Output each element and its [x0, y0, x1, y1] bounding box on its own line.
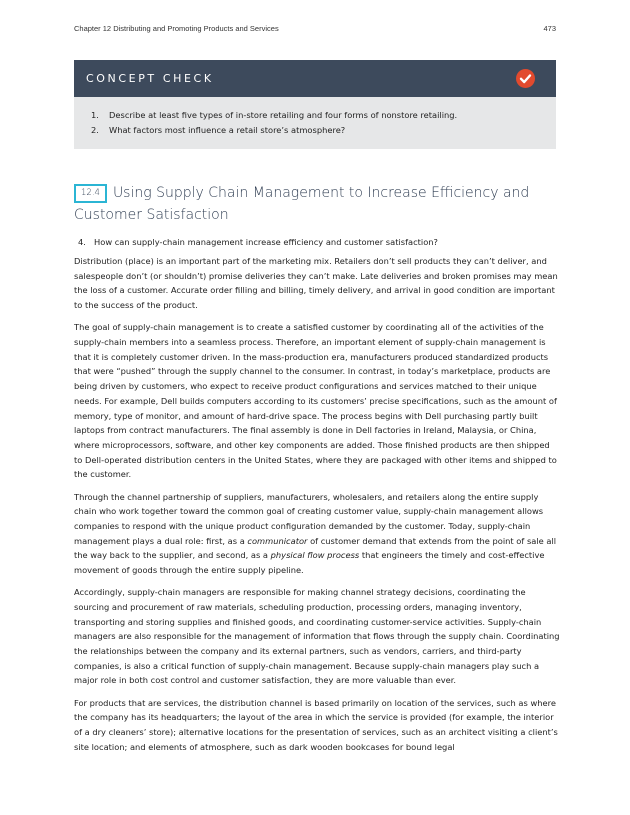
paragraph: For products that are services, the distribution channel is based primarily on location of the services, such as where the company has its headquarters; the layout of the area in which the service is provided (for example, the interior of a dry cleaners’ store); alternative locations for the presentation of services, such as an architect visiting a client’s site location; and elements of atmosphere, such as dark wooden bookcases for bound legal [74, 697, 558, 752]
running-header [74, 24, 556, 38]
page-number: 473 [543, 24, 556, 33]
concept-check-title: CONCEPT CHECK [86, 72, 214, 85]
section-title: Using Supply Chain Management to Increase Efficiency and Customer Satisfaction [74, 185, 530, 223]
paragraph-text: of customer demand that extends from the point of sale all the way back to the supplier, and second, as a [74, 535, 557, 561]
emphasis-text: communicator [247, 535, 308, 546]
paragraph: The goal of supply-chain management is to create a satisfied customer by coordinating all of the activities of the supply-chain members into a seamless process. Therefore, an important element of supply-chain management is that it is completely customer driven. In the mass-production era, manufacturers produced standardized products that were “pushed” through the supply channel to the consumer. In contrast, in today’s marketplace, products are being driven by customers, who expect to receive product configurations and services matched to their unique needs. For example, Dell builds computers according to its customers’ precise specifications, such as the amount of memory, type of monitor, and amount of hard-drive space. The process begins with Dell purchasing partly built laptops from contract manufacturers. The final assembly is done in Dell factories in Ireland, Malaysia, or China, where microprocessors, software, and other key components are added. Those finished products are then shipped to Dell-operated distribution centers in the United States, where they are packaged with other items and shipped to the customer. [74, 322, 557, 480]
body-text [74, 254, 560, 762]
question-number: 1. [91, 110, 99, 120]
concept-check-box [74, 60, 556, 149]
learning-objective [78, 237, 438, 247]
check-circle-icon [516, 69, 535, 88]
question-text: Describe at least five types of in-store retailing and four forms of nonstore retailing. [109, 110, 458, 120]
section-heading [74, 182, 556, 226]
objective-number: 4. [78, 237, 86, 247]
paragraph: Accordingly, supply-chain managers are responsible for making channel strategy decisions, coordinating the sourcing and procurement of raw materials, scheduling production, processing orders, managing inventory, transporting and storing supplies and finished goods, and coordinating customer-service activities. Supply-chain managers are also responsible for the management of information that flows through the supply chain. Coordinating the relationships between the company and its external partners, such as vendors, carriers, and third-party companies, is also a critical function of supply-chain management. Because supply-chain managers play such a major role in both cost control and customer satisfaction, they are more valuable than ever. [74, 587, 560, 686]
objective-text: How can supply-chain management increase efficiency and customer satisfaction? [94, 237, 438, 247]
emphasis-text: physical flow process [270, 550, 360, 561]
question-number: 2. [91, 125, 99, 135]
concept-check-questions [91, 108, 457, 138]
question-text: What factors most influence a retail store’s atmosphere? [109, 125, 346, 135]
concept-check-header [74, 60, 556, 97]
paragraph-text: Through the channel partnership of suppliers, manufacturers, wholesalers, and retailers along the entire supply chain who work together toward the common goal of creating customer value, supply-chain management allows companies to respond with the unique product configuration demanded by the customer. Today, supply-chain management plays a dual role: first, as a [74, 491, 544, 546]
paragraph-text: that engineers the timely and cost-effective movement of goods through the entire supply pipeline. [74, 550, 545, 576]
list-item [91, 108, 457, 123]
chapter-title: Chapter 12 Distributing and Promoting Products and Services [74, 24, 279, 33]
paragraph [74, 490, 560, 578]
list-item [91, 123, 457, 138]
section-number-badge: 12.4 [74, 184, 107, 203]
paragraph: Distribution (place) is an important part of the marketing mix. Retailers don’t sell products they can’t deliver, and salespeople don’t (or shouldn’t) promise deliveries they can’t make. Late deliveries and broken promises may mean the loss of a customer. Accurate order filling and billing, timely delivery, and arrival in good condition are important to the success of the product. [74, 256, 558, 311]
